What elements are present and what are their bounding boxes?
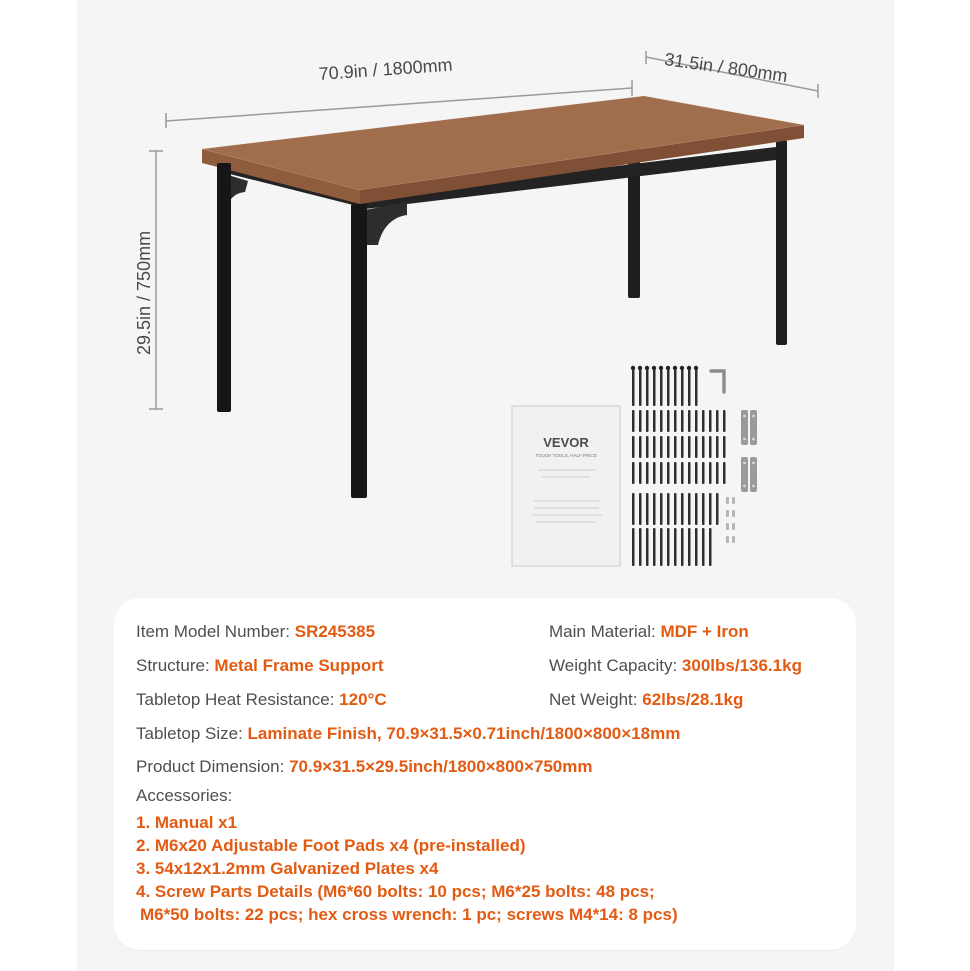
net-weight-row <box>549 689 743 711</box>
accessories-list <box>136 811 836 926</box>
hardware-kit-icon <box>631 366 757 566</box>
heat-resistance-label: Tabletop Heat Resistance: <box>136 690 340 709</box>
tabletop-size-label: Tabletop Size: <box>136 724 248 743</box>
weight-capacity-label: Weight Capacity: <box>549 656 682 675</box>
tabletop-size-row <box>136 723 680 745</box>
accessory-item: 3. 54x12x1.2mm Galvanized Plates x4 <box>136 859 439 878</box>
item-model-value: SR245385 <box>294 622 376 641</box>
accessories-label-row <box>136 785 232 807</box>
structure-row <box>136 655 384 677</box>
accessories-label: Accessories: <box>136 786 233 805</box>
manual-subtitle: TOUGH TOOLS, HALF PRICE <box>535 453 597 458</box>
accessory-item: 2. M6x20 Adjustable Foot Pads x4 (pre-installed) <box>136 836 526 855</box>
accessory-item: 1. Manual x1 <box>136 813 238 832</box>
product-dimension-value: 70.9×31.5×29.5inch/1800×800×750mm <box>289 757 593 776</box>
dimension-height-label: 29.5in / 750mm <box>134 230 154 355</box>
main-material-row <box>549 621 749 643</box>
structure-label: Structure: <box>136 656 215 675</box>
main-material-label: Main Material: <box>549 622 661 641</box>
manual-booklet-icon <box>512 406 620 566</box>
heat-resistance-value: 120°C <box>339 690 387 709</box>
product-dimension-label: Product Dimension: <box>136 757 290 776</box>
dimension-depth-label: 31.5in / 800mm <box>663 49 789 87</box>
weight-capacity-row <box>549 655 802 677</box>
spec-card <box>114 598 856 950</box>
net-weight-value: 62lbs/28.1kg <box>642 690 744 709</box>
dimension-line-icon <box>149 51 818 409</box>
structure-value: Metal Frame Support <box>214 656 384 675</box>
accessory-item-continued: M6*50 bolts: 22 pcs; hex cross wrench: 1 pc; screws M4*14: 8 pcs) <box>140 905 678 924</box>
tabletop-size-value: Laminate Finish, 70.9×31.5×0.71inch/1800×800×18mm <box>247 724 681 743</box>
main-material-value: MDF + Iron <box>660 622 749 641</box>
manual-brand: VEVOR <box>543 435 589 450</box>
weight-capacity-value: 300lbs/136.1kg <box>681 656 802 675</box>
net-weight-label: Net Weight: <box>549 690 643 709</box>
item-model-label: Item Model Number: <box>136 622 295 641</box>
item-model-row <box>136 621 375 643</box>
dimension-width-label: 70.9in / 1800mm <box>318 54 454 84</box>
accessory-item: 4. Screw Parts Details (M6*60 bolts: 10 pcs; M6*25 bolts: 48 pcs; <box>136 882 655 901</box>
product-dimension-row <box>136 756 593 778</box>
heat-resistance-row <box>136 689 387 711</box>
